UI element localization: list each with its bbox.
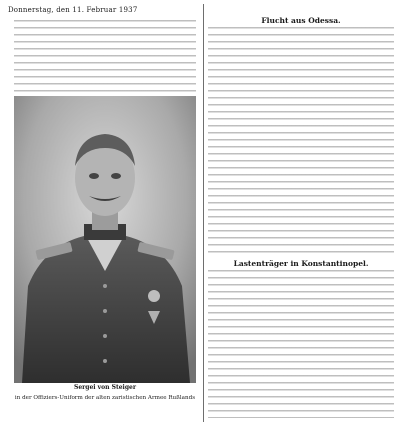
column-divider: [203, 4, 204, 422]
portrait-photo: [14, 96, 196, 383]
left-column-intro-text: [14, 20, 196, 92]
page-header-date: Donnerstag, den 11. Februar 1937: [8, 6, 138, 14]
article-heading-porter: Lastenträger in Konstantinopel.: [233, 259, 369, 268]
photo-caption-description: in der Offiziers-Uniform der alten zaristischen Armee Rußlands: [14, 395, 196, 401]
article-text-flight: [208, 27, 394, 255]
officer-portrait-image: [14, 96, 196, 383]
article-heading-flight: Flucht aus Odessa.: [261, 16, 341, 25]
photo-caption-name: Sergei von Steiger: [73, 384, 136, 391]
article-text-porter: [208, 270, 394, 418]
